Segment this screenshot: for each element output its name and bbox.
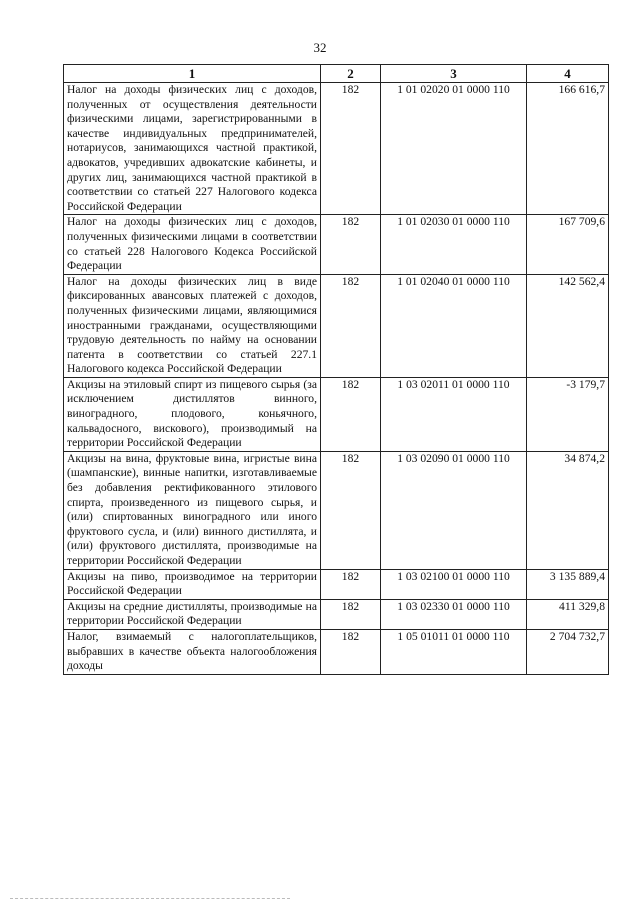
revenue-name-cell: Налог на доходы физических лиц с доходов, полученных физическими лицами в соответствии со статьей 228 Налогового Кодекса Российской Федерации	[64, 215, 321, 274]
admin-code-cell: 182	[321, 83, 381, 215]
revenue-name-cell: Налог на доходы физических лиц в виде фиксированных авансовых платежей с доходов, полученных физическими лицами, являющимися иностранными гражданами, осуществляющими трудовую деятельность по найму на основании патента в соответствии со статьей 227.1 Налогового кодекса Российской Федерации	[64, 274, 321, 377]
column-header-admin-code: 2	[321, 65, 381, 83]
table-row	[64, 451, 609, 569]
amount-cell: 167 709,6	[527, 215, 609, 274]
kbk-code-cell: 1 01 02030 01 0000 110	[381, 215, 527, 274]
table-row	[64, 274, 609, 377]
admin-code-cell: 182	[321, 274, 381, 377]
admin-code-cell: 182	[321, 215, 381, 274]
column-header-kbk: 3	[381, 65, 527, 83]
kbk-code-cell: 1 03 02011 01 0000 110	[381, 377, 527, 451]
revenue-name-cell: Налог, взимаемый с налогоплательщиков, выбравших в качестве объекта налогообложения доходы	[64, 629, 321, 674]
table-row	[64, 215, 609, 274]
kbk-code-cell: 1 03 02090 01 0000 110	[381, 451, 527, 569]
revenue-name-cell: Акцизы на средние дистилляты, производимые на территории Российской Федерации	[64, 599, 321, 629]
amount-cell: 166 616,7	[527, 83, 609, 215]
table-row	[64, 629, 609, 674]
amount-cell: 142 562,4	[527, 274, 609, 377]
amount-cell: 2 704 732,7	[527, 629, 609, 674]
table-header-row	[64, 65, 609, 83]
table-row	[64, 377, 609, 451]
revenue-name-cell: Акцизы на пиво, производимое на территории Российской Федерации	[64, 569, 321, 599]
amount-cell: -3 179,7	[527, 377, 609, 451]
table-row	[64, 599, 609, 629]
admin-code-cell: 182	[321, 451, 381, 569]
column-header-amount: 4	[527, 65, 609, 83]
revenue-name-cell: Акцизы на вина, фруктовые вина, игристые вина (шампанские), винные напитки, изготавливаемые без добавления ректификованного этилового спирта, произведенного из пищевого сырья, и (или) спиртованных виноградного или иного фруктового сусла, и (или) винного дистиллята, и (или) фруктового дистиллята, производимые на территории Российской Федерации	[64, 451, 321, 569]
budget-revenue-table	[63, 64, 609, 675]
page-number: 32	[313, 40, 327, 55]
kbk-code-cell: 1 01 02020 01 0000 110	[381, 83, 527, 215]
column-header-name: 1	[64, 65, 321, 83]
admin-code-cell: 182	[321, 629, 381, 674]
revenue-name-cell: Налог на доходы физических лиц с доходов, полученных от осуществления деятельности физическими лицами, зарегистрированными в качестве индивидуальных предпринимателей, нотариусов, занимающихся частной практикой, адвокатов, учредивших адвокатские кабинеты, и других лиц, занимающихся частной практикой в соответствии со статьей 227 Налогового кодекса Российской Федерации	[64, 83, 321, 215]
kbk-code-cell: 1 03 02330 01 0000 110	[381, 599, 527, 629]
scan-bottom-edge	[10, 898, 290, 899]
admin-code-cell: 182	[321, 377, 381, 451]
kbk-code-cell: 1 01 02040 01 0000 110	[381, 274, 527, 377]
admin-code-cell: 182	[321, 569, 381, 599]
admin-code-cell: 182	[321, 599, 381, 629]
amount-cell: 34 874,2	[527, 451, 609, 569]
kbk-code-cell: 1 03 02100 01 0000 110	[381, 569, 527, 599]
revenue-name-cell: Акцизы на этиловый спирт из пищевого сырья (за исключением дистиллятов винного, виноградного, плодового, коньячного, кальвадосного, вискового), производимый на территории Российской Федерации	[64, 377, 321, 451]
amount-cell: 3 135 889,4	[527, 569, 609, 599]
amount-cell: 411 329,8	[527, 599, 609, 629]
kbk-code-cell: 1 05 01011 01 0000 110	[381, 629, 527, 674]
table-row	[64, 83, 609, 215]
table-row	[64, 569, 609, 599]
